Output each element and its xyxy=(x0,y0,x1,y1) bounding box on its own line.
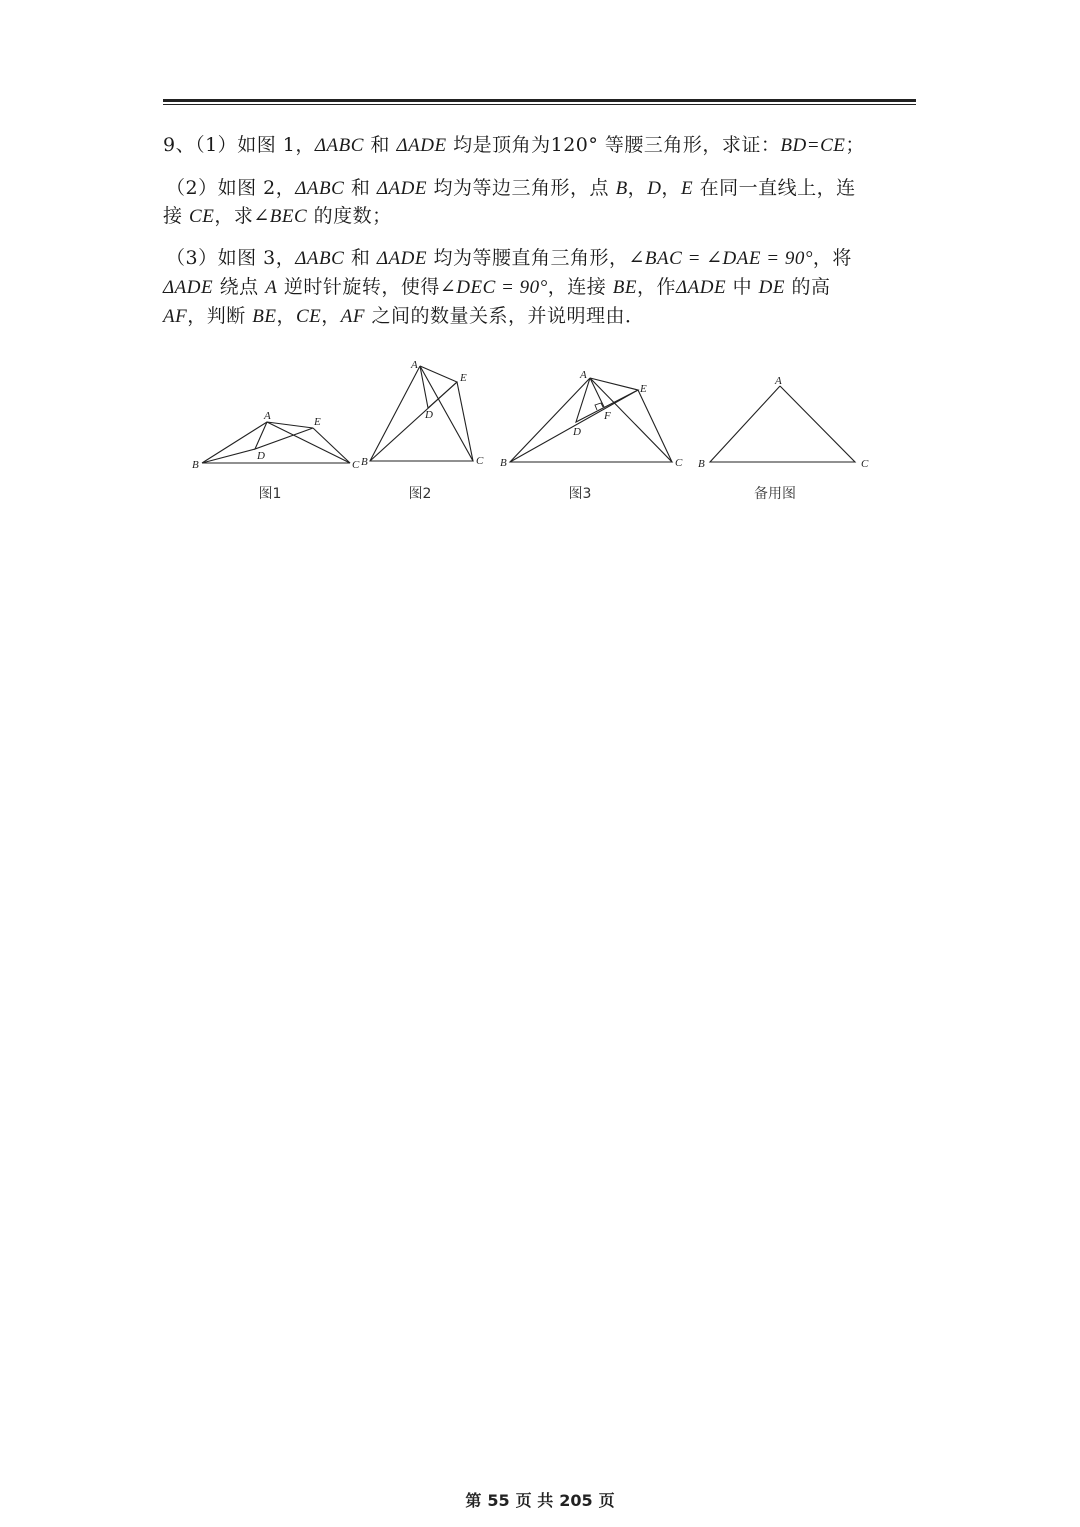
footer-middle: 页 共 xyxy=(515,1491,554,1510)
part3-text: 逆时针旋转，使得 xyxy=(277,276,440,298)
part3-segment: BE xyxy=(252,306,277,327)
part2-angle: BEC xyxy=(269,206,308,227)
part1-text: 如图 1， xyxy=(237,134,315,156)
fig1-segment-bd xyxy=(202,449,255,463)
fig2-point-d: D xyxy=(425,409,433,421)
figure-2-caption: 图2 xyxy=(408,486,432,502)
part3-text: ，连接 xyxy=(547,276,613,298)
part2-text: 接 xyxy=(163,205,190,227)
part3-text: 和 xyxy=(344,247,377,269)
part3-segment: BE xyxy=(612,277,637,298)
part2-text: ， xyxy=(661,177,681,199)
fig4-triangle-abc xyxy=(710,386,855,462)
part3-text: ， xyxy=(321,305,341,327)
fig2-segment-ce xyxy=(457,382,473,461)
fig3-point-f: F xyxy=(604,410,611,422)
part2-text: ， xyxy=(627,177,648,199)
figure-spare xyxy=(695,356,880,471)
footer-suffix: 页 xyxy=(598,1491,615,1510)
fig3-point-e: E xyxy=(640,383,647,395)
part3-label: （3） xyxy=(166,247,218,269)
part2-point: D xyxy=(647,178,662,199)
part3-text: 均为等腰直角三角形， xyxy=(426,247,629,269)
fig1-point-a: A xyxy=(264,410,271,422)
part2-point: B xyxy=(615,178,628,199)
fig4-point-b: B xyxy=(698,458,705,470)
figure-1-caption: 图1 xyxy=(258,486,282,502)
part3-angle-equation: ∠BAC = ∠DAE = 90° xyxy=(628,248,813,269)
part3-segment: DE xyxy=(758,277,785,298)
figure-1 xyxy=(190,356,365,471)
footer-page-number: 55 xyxy=(487,1491,510,1510)
part2-text: 均为等边三角形，点 xyxy=(426,177,616,199)
figure-spare-caption: 备用图 xyxy=(754,486,796,502)
part3-text: ，将 xyxy=(812,247,852,269)
problem-part3-line1 xyxy=(166,244,926,273)
part2-point: E xyxy=(680,178,694,199)
header-rule-thin xyxy=(163,104,916,105)
figure-3 xyxy=(500,356,690,471)
problem-part1-line xyxy=(163,131,923,160)
fig2-point-a: A xyxy=(411,359,418,371)
part3-triangle-ade: ΔADE xyxy=(163,277,214,298)
figure-2 xyxy=(355,356,490,471)
fig1-point-e: E xyxy=(314,416,321,428)
part3-segment: CE xyxy=(296,306,322,327)
part3-text: 之间的数量关系，并说明理由． xyxy=(365,305,645,327)
fig3-point-b: B xyxy=(500,457,507,469)
fig2-point-b: B xyxy=(361,456,368,468)
part2-text: 如图 2， xyxy=(217,177,296,199)
part1-label: （1） xyxy=(195,134,238,156)
fig2-point-e: E xyxy=(460,372,467,384)
part3-triangle-abc: ΔABC xyxy=(295,248,345,269)
part3-angle-equation: ∠DEC = 90° xyxy=(439,277,548,298)
fig2-segment-be xyxy=(370,382,457,461)
problem-part3-line2 xyxy=(163,273,923,302)
fig3-point-d: D xyxy=(573,426,581,438)
part3-segment: AF xyxy=(340,306,366,327)
fig3-altitude-af xyxy=(590,378,604,407)
fig4-point-c: C xyxy=(861,458,869,470)
fig1-segment-ce xyxy=(313,428,350,463)
part3-segment: AF xyxy=(163,306,188,327)
part1-equation: BD=CE xyxy=(780,135,846,156)
figure-2-diagram xyxy=(355,356,490,471)
fig3-segment-ce xyxy=(638,390,672,462)
part2-triangle-ade: ΔADE xyxy=(376,178,427,199)
part3-text: 如图 3， xyxy=(217,247,296,269)
part3-text: 绕点 xyxy=(213,276,266,298)
figure-1-diagram xyxy=(190,356,365,471)
part3-triangle-ade: ΔADE xyxy=(376,248,427,269)
part2-segment: CE xyxy=(189,206,215,227)
fig3-triangle-abc xyxy=(510,378,672,462)
part3-text: ，作 xyxy=(636,276,676,298)
page-footer xyxy=(0,1488,1080,1511)
part1-triangle-ade: ΔADE xyxy=(396,135,447,156)
part3-triangle-ade: ΔADE xyxy=(675,277,727,298)
header-rule-thick xyxy=(163,99,916,102)
part2-text: 和 xyxy=(344,177,377,199)
fig1-point-d: D xyxy=(257,450,265,462)
fig3-point-a: A xyxy=(580,369,587,381)
figure-3-caption: 图3 xyxy=(568,486,592,502)
part3-text: ，判断 xyxy=(187,305,253,327)
part2-text: 在同一直线上，连 xyxy=(693,177,856,199)
part2-text: 的度数； xyxy=(307,205,392,227)
problem-part3-line3 xyxy=(163,302,923,331)
part1-triangle-abc: ΔABC xyxy=(314,135,364,156)
problem-number: 9、 xyxy=(163,134,196,156)
part3-text: 中 xyxy=(726,276,759,298)
part3-text: 的高 xyxy=(784,276,831,298)
part3-text: ， xyxy=(276,305,296,327)
figure-3-diagram xyxy=(500,356,690,471)
part3-point: A xyxy=(265,277,278,298)
footer-prefix: 第 xyxy=(465,1491,482,1510)
part2-label: （2） xyxy=(166,177,218,199)
part1-text: 和 xyxy=(363,134,397,156)
fig1-point-b: B xyxy=(192,459,199,471)
fig1-triangle-ade xyxy=(255,422,313,449)
problem-part2-line2 xyxy=(163,202,923,231)
problem-part2-line1 xyxy=(166,174,926,203)
part1-text: 均是顶角为120° 等腰三角形，求证： xyxy=(446,134,781,156)
fig4-point-a: A xyxy=(775,375,782,387)
figure-spare-diagram xyxy=(695,356,880,471)
part2-triangle-abc: ΔABC xyxy=(295,178,345,199)
part2-text: ，求∠ xyxy=(214,205,270,227)
fig1-point-c: C xyxy=(352,459,360,471)
fig3-point-c: C xyxy=(675,457,683,469)
fig2-point-c: C xyxy=(476,455,484,467)
part1-text: ； xyxy=(845,134,865,156)
footer-total-pages: 205 xyxy=(559,1491,593,1510)
